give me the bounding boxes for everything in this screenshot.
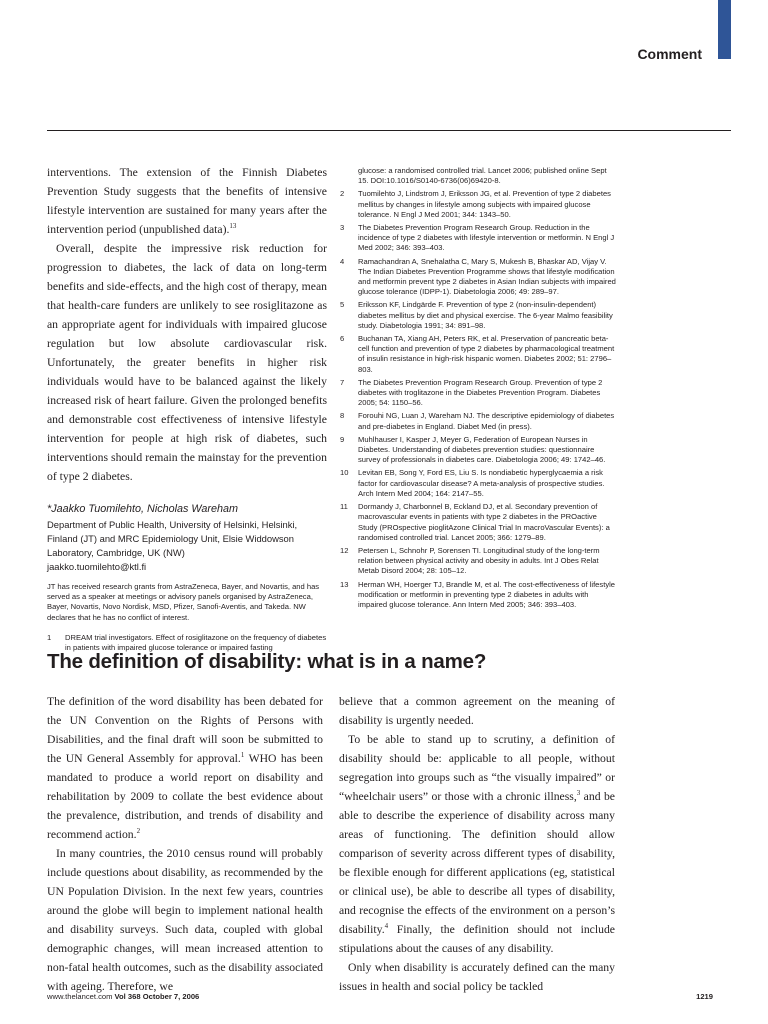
journal-volume: Vol 368 [114, 992, 141, 1001]
reference-item: 5 Eriksson KF, Lindgärde F. Prevention of type 2 (non-insulin-dependent) diabetes mellitus by diet and physical exercise. The 6-year Malmo feasibility study. Diabetologia 1991; 34: 891–98. [340, 300, 613, 330]
reference-item: 9 Muhlhauser I, Kasper J, Meyer G, Federation of European Nurses in Diabetes. Understanding of diabetes prevention studies: questionnaire survey of professionals in diabetes care. Diabetologia 2006; 49: 1742–46. [340, 434, 606, 465]
section-label: Comment [637, 46, 702, 62]
article-title: The definition of disability: what is in a name? [47, 650, 487, 673]
reference-list-right [340, 166, 618, 613]
citation-marker: 1 [240, 751, 245, 760]
reference-item: 2 Tuomilehto J, Lindstrom J, Eriksson JG, et al. Prevention of type 2 diabetes mellitus by changes in lifestyle among subjects with impaired glucose tolerance. N Engl J Med 2001; 344: 1343–50. [340, 189, 611, 219]
article-right-column [339, 692, 615, 996]
commentary-paragraph-1: interventions. The extension of the Finnish Diabetes Prevention Study suggests that the benefits of intensive lifestyle intervention are sustained for many years after the intervention period (unpublished data).$^{13}$ [47, 166, 327, 236]
reference-item: glucose: a randomised controlled trial. Lancet 2006; published online Sept 15. DOI:10.1016/S0140-6736(06)69420-8. [358, 166, 607, 186]
citation-marker: 3 [576, 789, 581, 798]
reference-item: 11 Dormandy J, Charbonnel B, Eckland DJ, et al. Secondary prevention of macrovascular events in patients with type 2 diabetes in the PROactive Study (PROspective pioglitAzone Clinical Trial In macroVascular Events): a randomised controlled trial. Lancet 2005; 366: 1279–89. [340, 502, 610, 542]
issue-date: October 7, 2006 [142, 992, 200, 1001]
article-paragraph: Only when disability is accurately defined can the many issues in health and social policy be tackled [339, 961, 615, 993]
conflict-of-interest: JT has received research grants from AstraZeneca, Bayer, and Novartis, and has served as a speaker at meetings or advisory panels organised by AstraZeneca, Bayer, Novartis, Novo Nordisk, MSD, Pfizer, Sanofi-Aventis, and Takeda. NW declares that he has no conflict of interest. [47, 582, 320, 622]
author-email: jaakko.tuomilehto@ktl.fi [47, 561, 147, 572]
author-affiliation: Department of Public Health, University of Helsinki, Helsinki, Finland (JT) and MRC Epidemiology Unit, Elsie Widdowson Laboratory, Cambridge, UK (NW) jaakko.tuomilehto@ktl.fi [47, 518, 327, 574]
section-color-bar [718, 0, 731, 59]
reference-item: 8 Forouhi NG, Luan J, Wareham NJ. The descriptive epidemiology of diabetes and pre-diabetes in England. Diabet Med (in press). [340, 411, 615, 431]
reference-item: 13 Herman WH, Hoerger TJ, Brandle M, et al. The cost-effectiveness of lifestyle modification or metformin in preventing type 2 diabetes in adults with impaired glucose tolerance. Ann Intern Med 2005; 346: 393–403. [340, 579, 616, 609]
journal-site: www.thelancet.com [47, 992, 113, 1001]
reference-item: 7 The Diabetes Prevention Program Research Group. Prevention of type 2 diabetes with troglitazone in the Diabetes Prevention Program. Diabetes 2005; 54: 1150–56. [340, 377, 603, 408]
page-number: 1219 [696, 992, 713, 1001]
commentary-paragraph-2: Overall, despite the impressive risk reduction for progression to diabetes, the lack of data on long-term benefits and side-effects, and the high cost of therapy, mean that health-care funders are unlikely to see rosiglitazone as an appropriate agent for individuals with impaired glucose regulation but low absolute cardiovascular risk. Unfortunately, the greater benefits in higher risk individuals would have to be balanced against the likely increased risk of heart failure. Given the prolonged benefits and demonstrable cost effectiveness of intensive lifestyle intervention for people at high risk of diabetes, such interventions should remain the mainstay for the prevention of type 2 diabetes. [47, 242, 327, 483]
header-rule [47, 130, 731, 131]
footer-citation [47, 992, 199, 1001]
article-paragraph: In many countries, the 2010 census round will probably include questions about disability, as recommended by the UN Population Division. In the next few years, countries around the globe will begin to implement national health and disability surveys. Such data, coupled with global demographic changes, will mean increased attention to non-fatal health outcomes, such as the disability associated with ageing. Therefore, we [47, 847, 323, 993]
citation-marker: 4 [384, 922, 389, 931]
reference-item: 3 The Diabetes Prevention Program Research Group. Reduction in the incidence of type 2 diabetes with lifestyle intervention or metformin. N Engl J Med 2002; 346: 393–403. [340, 223, 615, 253]
citation-marker: 13 [229, 222, 237, 231]
reference-item: 10 Levitan EB, Song Y, Ford ES, Liu S. Is nondiabetic hyperglycaemia a risk factor for cardiovascular disease? A meta-analysis of prospective studies. Arch Intern Med 2004; 164: 2147–55. [340, 468, 605, 498]
reference-item: 12 Petersen L, Schnohr P, Sorensen TI. Longitudinal study of the long-term relation between physical activity and obesity in adults. Int J Obes Relat Metab Disord 2004; 28: 105–12. [340, 545, 600, 576]
article-paragraph: To be able to stand up to scrutiny, a definition of disability should be: applicable to all people, without segregation into groups such as “the visually impaired” or “wheelchair users” or those with a chronic illness,$^3$ and be able to describe the experience of disability across many areas of functioning. The definition should allow comparison of severity across different types of disability, be flexible enough for different applications (eg, statistical or clinical use), be able to describe all types of disability, and recognise the effects of the environment on a person’s disability.$^4$ Finally, the definition should not include stipulations about the causes of any disability. [339, 733, 615, 955]
commentary-left-column [47, 163, 327, 656]
author-names: *Jaakko Tuomilehto, Nicholas Wareham [47, 503, 239, 515]
citation-marker: 2 [136, 827, 141, 836]
reference-item: 6 Buchanan TA, Xiang AH, Peters RK, et al. Preservation of pancreatic beta-cell function and prevention of type 2 diabetes by pharmacological treatment of insulin resistance in high-risk hispanic women. Diabetes 2002; 51: 2796–803. [340, 334, 615, 374]
reference-item: 1 DREAM trial investigators. Effect of rosiglitazone on the frequency of diabetes in patients with impaired glucose tolerance or impaired fasting [47, 632, 327, 653]
article-paragraph: The definition of the word disability has been debated for the UN Convention on the Rights of Persons with Disabilities, and the final draft will soon be submitted to the UN General Assembly for approval.$^1$ WHO has been mandated to produce a world report on disability and rehabilitation by 2009 to collate the best evidence about the prevalence, distribution, and trends of disability and recommend action.$^2$ [47, 695, 323, 841]
article-paragraph: believe that a common agreement on the meaning of disability is urgently needed. [339, 695, 615, 727]
reference-item: 4 Ramachandran A, Snehalatha C, Mary S, Mukesh B, Bhaskar AD, Vijay V. The Indian Diabetes Prevention Programme shows that lifestyle modification and metformin prevent type 2 diabetes in Asian Indian subjects with impaired glucose tolerance (IDPP-1). Diabetologia 2006; 49: 289–97. [340, 256, 616, 297]
article-left-column [47, 692, 323, 996]
